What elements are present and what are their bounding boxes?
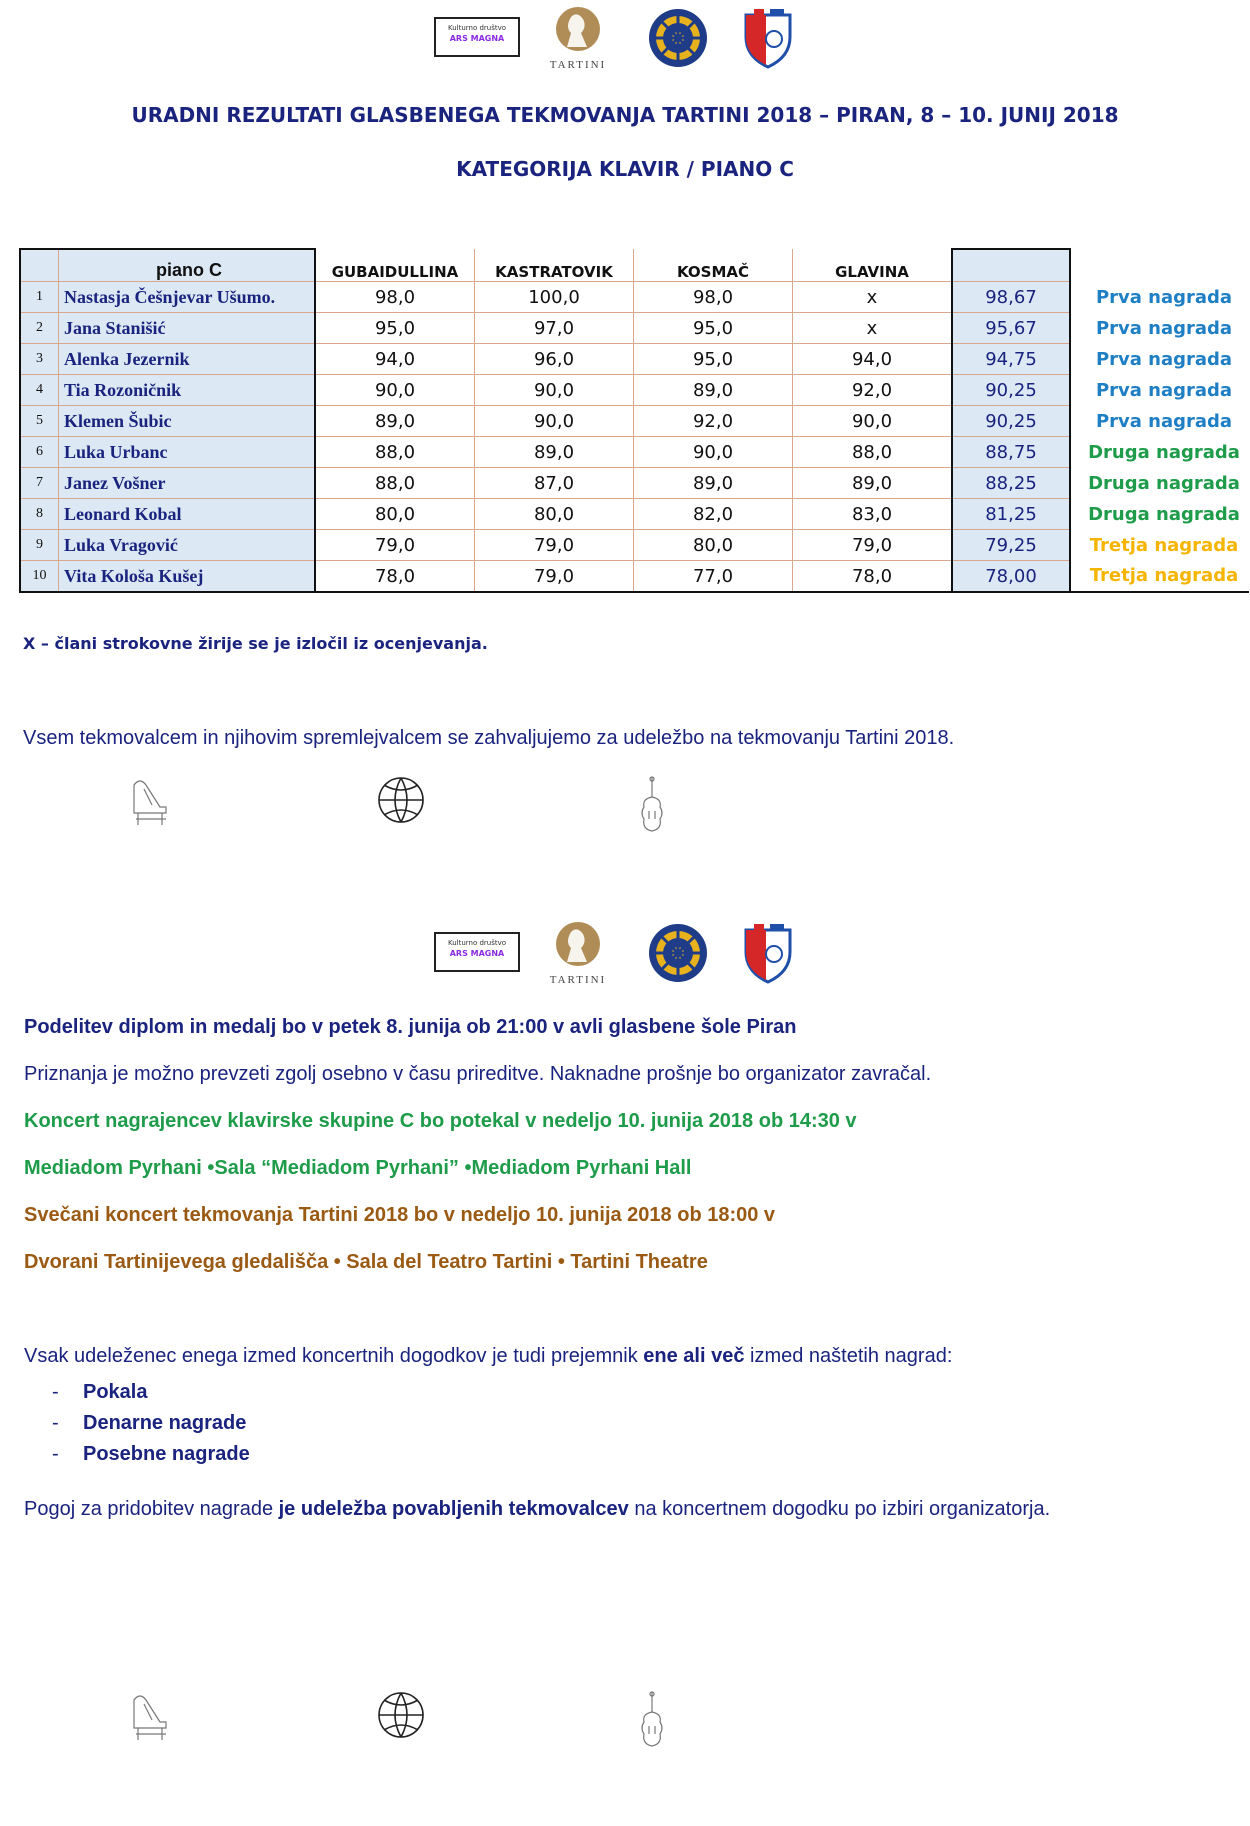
condition-pre: Pogoj za pridobitev nagrade [24,1498,279,1520]
score-glavina: 88,0 [793,437,953,468]
row-number: 7 [20,468,59,499]
average-score: 81,25 [952,499,1070,530]
page-title: URADNI REZULTATI GLASBENEGA TEKMOVANJA TARTINI 2018 – PIRAN, 8 – 10. JUNIJ 2018 [131,103,1119,127]
average-score: 94,75 [952,344,1070,375]
score-gubaidullina: 90,0 [315,375,475,406]
score-glavina: 89,0 [793,468,953,499]
condition-post: na koncertnem dogodku po izbiri organizatorja. [628,1498,1051,1520]
score-gubaidullina: 94,0 [315,344,475,375]
prize-list [52,1381,250,1474]
score-kosmac: 98,0 [634,282,793,313]
header-judge-gubaidullina: GUBAIDULLINA [315,249,475,282]
average-score: 98,67 [952,282,1070,313]
score-kosmac: 95,0 [634,313,793,344]
average-score: 90,25 [952,406,1070,437]
row-number: 10 [20,561,59,593]
score-gubaidullina: 95,0 [315,313,475,344]
award-label: Prva nagrada [1095,348,1233,370]
tartini-logo-text: TARTINI [549,59,607,71]
score-kosmac: 77,0 [634,561,793,593]
score-kastratovik: 79,0 [475,561,634,593]
score-glavina: 94,0 [793,344,953,375]
ars-magna-line2: ARS MAGNA [449,34,505,43]
award-label: Prva nagrada [1095,317,1233,339]
basketball-icon [376,1690,426,1740]
concert2-text: Svečani koncert tekmovanja Tartini 2018 bo v nedeljo 10. junija 2018 ob 18:00 v [24,1204,776,1226]
score-gubaidullina: 88,0 [315,437,475,468]
header-num-cell [20,249,59,282]
tartini-emblem-icon [543,920,613,972]
table-row [20,561,1249,593]
prize-label: Pokala [83,1381,148,1403]
list-item [52,1381,250,1412]
shield-icon [740,920,796,984]
row-number: 3 [20,344,59,375]
violin-icon [637,775,667,835]
score-gubaidullina: 80,0 [315,499,475,530]
score-kastratovik: 87,0 [475,468,634,499]
header-average-cell [952,249,1070,282]
category-title: KATEGORIJA KLAVIR / PIANO C [456,157,794,181]
rotary-wheel-icon [647,922,709,984]
score-glavina: 83,0 [793,499,953,530]
header-judge-kastratovik: KASTRATOVIK [475,249,634,282]
ars-magna-line1: Kulturno društvo [447,939,507,947]
bullet-dash: - [52,1412,59,1434]
personal-pickup-text: Priznanja je možno prevzeti zgolj osebno v času prireditve. Naknadne prošnje bo organizator zavračal. [24,1063,932,1085]
results-table [19,248,1249,593]
prize-label: Denarne nagrade [83,1412,247,1434]
ars-magna-logo [434,17,520,57]
contestant-name: Nastasja Češnjevar Ušumo. [59,282,316,313]
score-glavina: 78,0 [793,561,953,593]
award-label: Prva nagrada [1095,379,1233,401]
tartini-logo-text: TARTINI [549,974,607,986]
condition-text [24,1498,1050,1521]
ars-magna-line1: Kulturno društvo [447,24,507,32]
bullet-dash: - [52,1381,59,1403]
doodle-row-bottom [0,1690,1250,1750]
score-kastratovik: 90,0 [475,406,634,437]
table-row [20,406,1249,437]
thanks-text: Vsem tekmovalcem in njihovim spremlejvalcem se zahvaljujemo za udeležbo na tekmovanju Tartini 2018. [23,727,955,749]
basketball-federation-logo [740,920,796,984]
contestant-name: Leonard Kobal [59,499,316,530]
rotary-wheel-icon [647,7,709,69]
contestant-name: Janez Vošner [59,468,316,499]
score-glavina: 92,0 [793,375,953,406]
score-glavina: x [793,282,953,313]
contestant-name: Luka Vragović [59,530,316,561]
ars-magna-line2: ARS MAGNA [449,949,505,958]
score-kosmac: 89,0 [634,468,793,499]
average-score: 78,00 [952,561,1070,593]
row-number: 9 [20,530,59,561]
table-row [20,313,1249,344]
table-row [20,437,1249,468]
award-label: Prva nagrada [1095,286,1233,308]
score-kastratovik: 100,0 [475,282,634,313]
score-gubaidullina: 78,0 [315,561,475,593]
rotary-logo [647,922,709,984]
score-kosmac: 90,0 [634,437,793,468]
score-glavina: 90,0 [793,406,953,437]
basketball-icon [376,775,426,825]
score-kastratovik: 89,0 [475,437,634,468]
bullet-dash: - [52,1443,59,1465]
award-label: Druga nagrada [1088,472,1240,494]
list-item [52,1443,250,1474]
prize-label: Posebne nagrade [83,1443,250,1465]
score-kosmac: 95,0 [634,344,793,375]
piano-icon [126,1690,172,1746]
header-judge-glavina: GLAVINA [793,249,953,282]
venue2-text: Dvorani Tartinijevega gledališča • Sala del Teatro Tartini • Tartini Theatre [24,1251,708,1273]
participant-post: izmed naštetih nagrad: [744,1345,953,1367]
tartini-emblem-icon [543,5,613,57]
table-row [20,530,1249,561]
header-group-label: piano C [59,249,316,282]
score-kastratovik: 80,0 [475,499,634,530]
shield-icon [740,5,796,69]
score-kastratovik: 96,0 [475,344,634,375]
condition-bold: je udeležba povabljenih tekmovalcev [278,1498,629,1520]
row-number: 8 [20,499,59,530]
tartini-logo [543,5,613,75]
average-score: 95,67 [952,313,1070,344]
score-gubaidullina: 98,0 [315,282,475,313]
award-label: Tretja nagrada [1070,561,1249,593]
violin-icon [637,1690,667,1750]
diplomas-text: Podelitev diplom in medalj bo v petek 8. junija ob 21:00 v avli glasbene šole Piran [24,1016,797,1038]
row-number: 1 [20,282,59,313]
score-kastratovik: 79,0 [475,530,634,561]
score-glavina: 79,0 [793,530,953,561]
score-kastratovik: 90,0 [475,375,634,406]
header-award-cell [1070,249,1249,282]
score-glavina: x [793,313,953,344]
table-row [20,468,1249,499]
award-label: Druga nagrada [1088,441,1240,463]
table-row [20,282,1249,313]
contestant-name: Jana Stanišić [59,313,316,344]
row-number: 2 [20,313,59,344]
score-kastratovik: 97,0 [475,313,634,344]
score-kosmac: 82,0 [634,499,793,530]
table-row [20,499,1249,530]
row-number: 6 [20,437,59,468]
concert1-text: Koncert nagrajencev klavirske skupine C bo potekal v nedeljo 10. junija 2018 ob 14:30 v [24,1110,857,1132]
score-gubaidullina: 88,0 [315,468,475,499]
tartini-logo [543,920,613,990]
contestant-name: Vita Kološa Kušej [59,561,316,593]
contestant-name: Klemen Šubic [59,406,316,437]
header-judge-kosmac: KOSMAČ [634,249,793,282]
table-row [20,375,1249,406]
score-gubaidullina: 79,0 [315,530,475,561]
award-label: Druga nagrada [1088,503,1240,525]
sponsor-logos-bottom [0,920,1250,990]
score-kosmac: 80,0 [634,530,793,561]
average-score: 88,75 [952,437,1070,468]
row-number: 4 [20,375,59,406]
table-row [20,344,1249,375]
average-score: 90,25 [952,375,1070,406]
average-score: 79,25 [952,530,1070,561]
average-score: 88,25 [952,468,1070,499]
contestant-name: Tia Rozoničnik [59,375,316,406]
list-item [52,1412,250,1443]
sponsor-logos-top [0,5,1250,75]
contestant-name: Alenka Jezernik [59,344,316,375]
table-header-row [20,249,1249,282]
award-label: Tretja nagrada [1089,534,1239,556]
jury-note: X – člani strokovne žirije se je izločil iz ocenjevanja. [23,634,488,653]
score-gubaidullina: 89,0 [315,406,475,437]
venue1-text: Mediadom Pyrhani •Sala “Mediadom Pyrhani” •Mediadom Pyrhani Hall [24,1157,692,1179]
rotary-logo [647,7,709,69]
basketball-federation-logo [740,5,796,69]
participant-text [24,1345,952,1368]
ars-magna-logo [434,932,520,972]
row-number: 5 [20,406,59,437]
contestant-name: Luka Urbanc [59,437,316,468]
participant-bold: ene ali več [643,1345,745,1367]
award-label: Prva nagrada [1095,410,1233,432]
participant-pre: Vsak udeleženec enega izmed koncertnih dogodkov je tudi prejemnik [24,1345,644,1367]
score-kosmac: 89,0 [634,375,793,406]
piano-icon [126,775,172,831]
score-kosmac: 92,0 [634,406,793,437]
doodle-row-top [0,775,1250,835]
